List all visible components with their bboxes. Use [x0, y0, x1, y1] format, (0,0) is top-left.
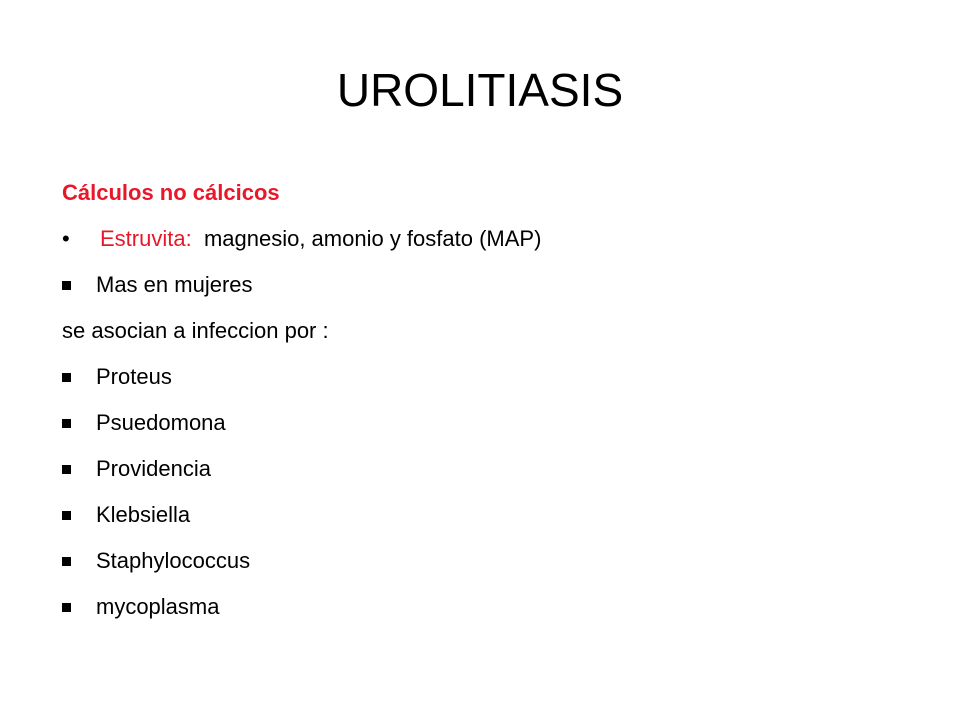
- organism-item: [62, 354, 922, 400]
- bullet-struvite: [62, 216, 922, 262]
- organism-label: mycoplasma: [96, 594, 220, 619]
- square-bullet-icon: [62, 511, 71, 520]
- organism-item: [62, 584, 922, 630]
- section-heading: Cálculos no cálcicos: [62, 180, 280, 205]
- organism-label: Proteus: [96, 364, 172, 389]
- bullet-dot-icon: •: [62, 226, 70, 251]
- struvite-description: magnesio, amonio y fosfato (MAP): [203, 226, 542, 251]
- square-bullet-icon: [62, 465, 71, 474]
- square-bullet-icon: [62, 373, 71, 382]
- organism-item: [62, 492, 922, 538]
- organism-item: [62, 400, 922, 446]
- organism-label: Klebsiella: [96, 502, 191, 527]
- square-bullet-icon: [62, 603, 71, 612]
- square-bullet-icon: [62, 557, 71, 566]
- struvite-text: [100, 216, 541, 262]
- organism-label: Staphylococcus: [96, 548, 251, 573]
- square-bullet-icon: [62, 281, 71, 290]
- slide-title: UROLITIASIS: [336, 64, 624, 116]
- organism-item: [62, 446, 922, 492]
- organism-item: [62, 538, 922, 584]
- organism-label: Psuedomona: [96, 410, 226, 435]
- organism-label: Providencia: [96, 456, 211, 481]
- bullet-women: [62, 262, 922, 308]
- infection-intro: se asocian a infeccion por :: [62, 318, 329, 343]
- square-bullet-icon: [62, 419, 71, 428]
- struvite-label: Estruvita:: [100, 226, 192, 251]
- women-text: Mas en mujeres: [96, 272, 253, 297]
- slide-content: [62, 170, 922, 630]
